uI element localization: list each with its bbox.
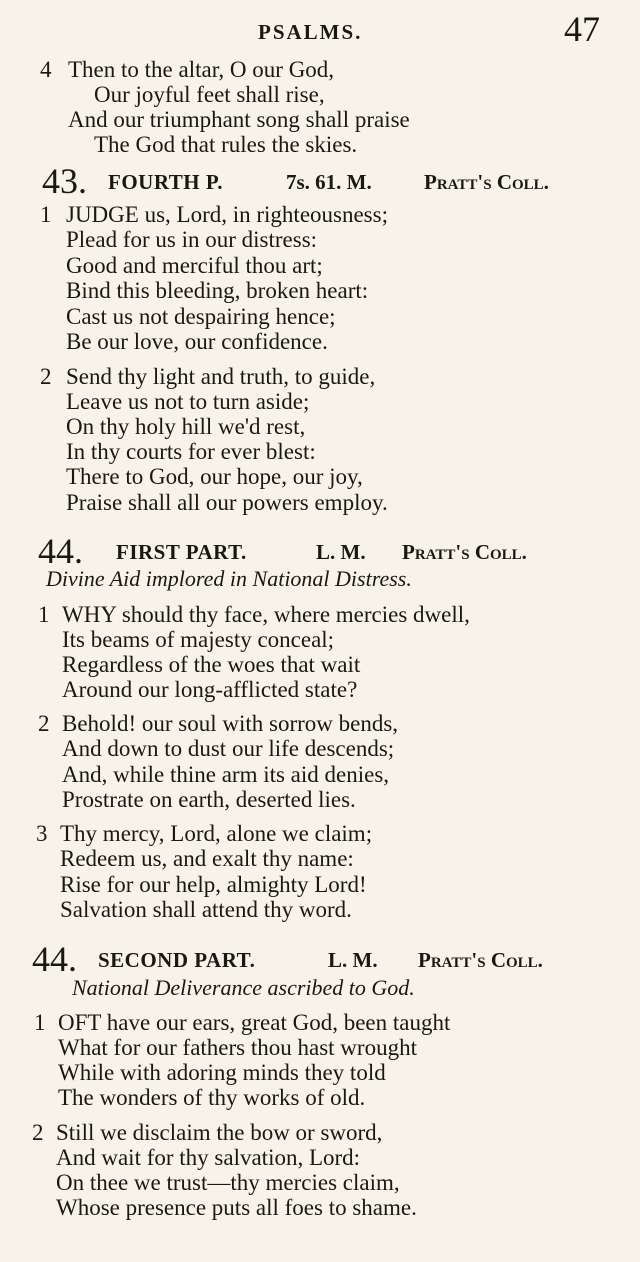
verse-line: Its beams of majesty conceal;: [62, 627, 335, 652]
hymn-source: Pratt's Coll.: [402, 540, 527, 564]
hymn-part: FIRST PART.: [116, 540, 247, 564]
verse-line: Our joyful feet shall rise,: [94, 82, 325, 107]
running-head-title: PSALMS.: [258, 20, 363, 44]
hymn-part: FOURTH P.: [108, 170, 223, 194]
hymn-source: Pratt's Coll.: [418, 948, 543, 972]
hymn-number: 44.: [38, 531, 83, 571]
verse-line: And down to dust our life descends;: [62, 736, 395, 761]
verse-line: Be our love, our confidence.: [66, 329, 328, 354]
hymn-number: 43.: [42, 161, 87, 201]
verse-line: Redeem us, and exalt thy name:: [60, 846, 354, 871]
verse-line: The wonders of thy works of old.: [58, 1085, 366, 1110]
verse-line: Behold! our soul with sorrow bends,: [62, 711, 399, 736]
verse-line: In thy courts for ever blest:: [66, 439, 316, 464]
verse-line: While with adoring minds they told: [58, 1060, 386, 1085]
verse-line: And our triumphant song shall praise: [68, 107, 410, 132]
verse-line: Thy mercy, Lord, alone we claim;: [60, 821, 373, 846]
page-number: 47: [564, 9, 600, 49]
verse-line: Then to the altar, O our God,: [68, 57, 335, 82]
verse-line: Salvation shall attend thy word.: [60, 897, 352, 922]
hymn-heading: [0, 160, 640, 201]
hymn-subtitle: Divine Aid implored in National Distress.: [46, 566, 412, 591]
hymn-source: Pratt's Coll.: [424, 170, 549, 194]
hymn-meter: L. M.: [328, 948, 378, 972]
verse-line: What for our fathers thou hast wrought: [58, 1035, 417, 1060]
verse-line: On thy holy hill we'd rest,: [66, 414, 306, 439]
hymn-heading: [0, 530, 640, 571]
verse-line: The God that rules the skies.: [94, 132, 358, 157]
verse-line: Plead for us in our distress:: [66, 227, 318, 252]
verse-line: Good and merciful thou art;: [66, 253, 323, 278]
verse-line: And, while thine arm its aid denies,: [62, 762, 390, 787]
stanza-number: 2: [32, 1120, 44, 1145]
verse-line: Regardless of the woes that wait: [62, 652, 361, 677]
verse-line: Rise for our help, almighty Lord!: [60, 872, 367, 897]
verse-line: Send thy light and truth, to guide,: [66, 364, 376, 389]
stanza-number: 1: [40, 202, 52, 227]
verse-line: Leave us not to turn aside;: [66, 389, 310, 414]
hymn-number: 44.: [32, 939, 77, 979]
verse-line: There to God, our hope, our joy,: [66, 464, 363, 489]
verse-line: Bind this bleeding, broken heart:: [66, 278, 369, 303]
verse-line: And wait for thy salvation, Lord:: [56, 1145, 361, 1170]
verse-line: Whose presence puts all foes to shame.: [56, 1195, 417, 1220]
stanza-number: 2: [38, 711, 50, 736]
verse-line: Still we disclaim the bow or sword,: [56, 1120, 383, 1145]
stanza-number: 1: [38, 602, 50, 627]
hymn-part: SECOND PART.: [98, 948, 256, 972]
verse-line: On thee we trust—thy mercies claim,: [56, 1170, 400, 1195]
stanza-number: 2: [40, 364, 52, 389]
hymn-meter: L. M.: [316, 540, 366, 564]
verse-line: Prostrate on earth, deserted lies.: [62, 787, 356, 812]
verse-line: Around our long-afflicted state?: [62, 677, 358, 702]
running-head: [0, 9, 640, 49]
hymn-heading: [0, 938, 640, 979]
verse-line: WHY should thy face, where mercies dwell,: [62, 602, 470, 627]
verse-line: OFT have our ears, great God, been taught: [58, 1010, 451, 1035]
stanza-number: 4: [40, 57, 52, 82]
verse-line: Cast us not despairing hence;: [66, 304, 336, 329]
verse-line: JUDGE us, Lord, in righteousness;: [66, 202, 388, 227]
hymn-subtitle: National Deliverance ascribed to God.: [72, 975, 415, 1000]
hymn-meter: 7s. 61. M.: [286, 170, 372, 194]
stanza-number: 3: [36, 821, 48, 846]
verse-line: Praise shall all our powers employ.: [66, 490, 388, 515]
stanza-number: 1: [34, 1010, 46, 1035]
